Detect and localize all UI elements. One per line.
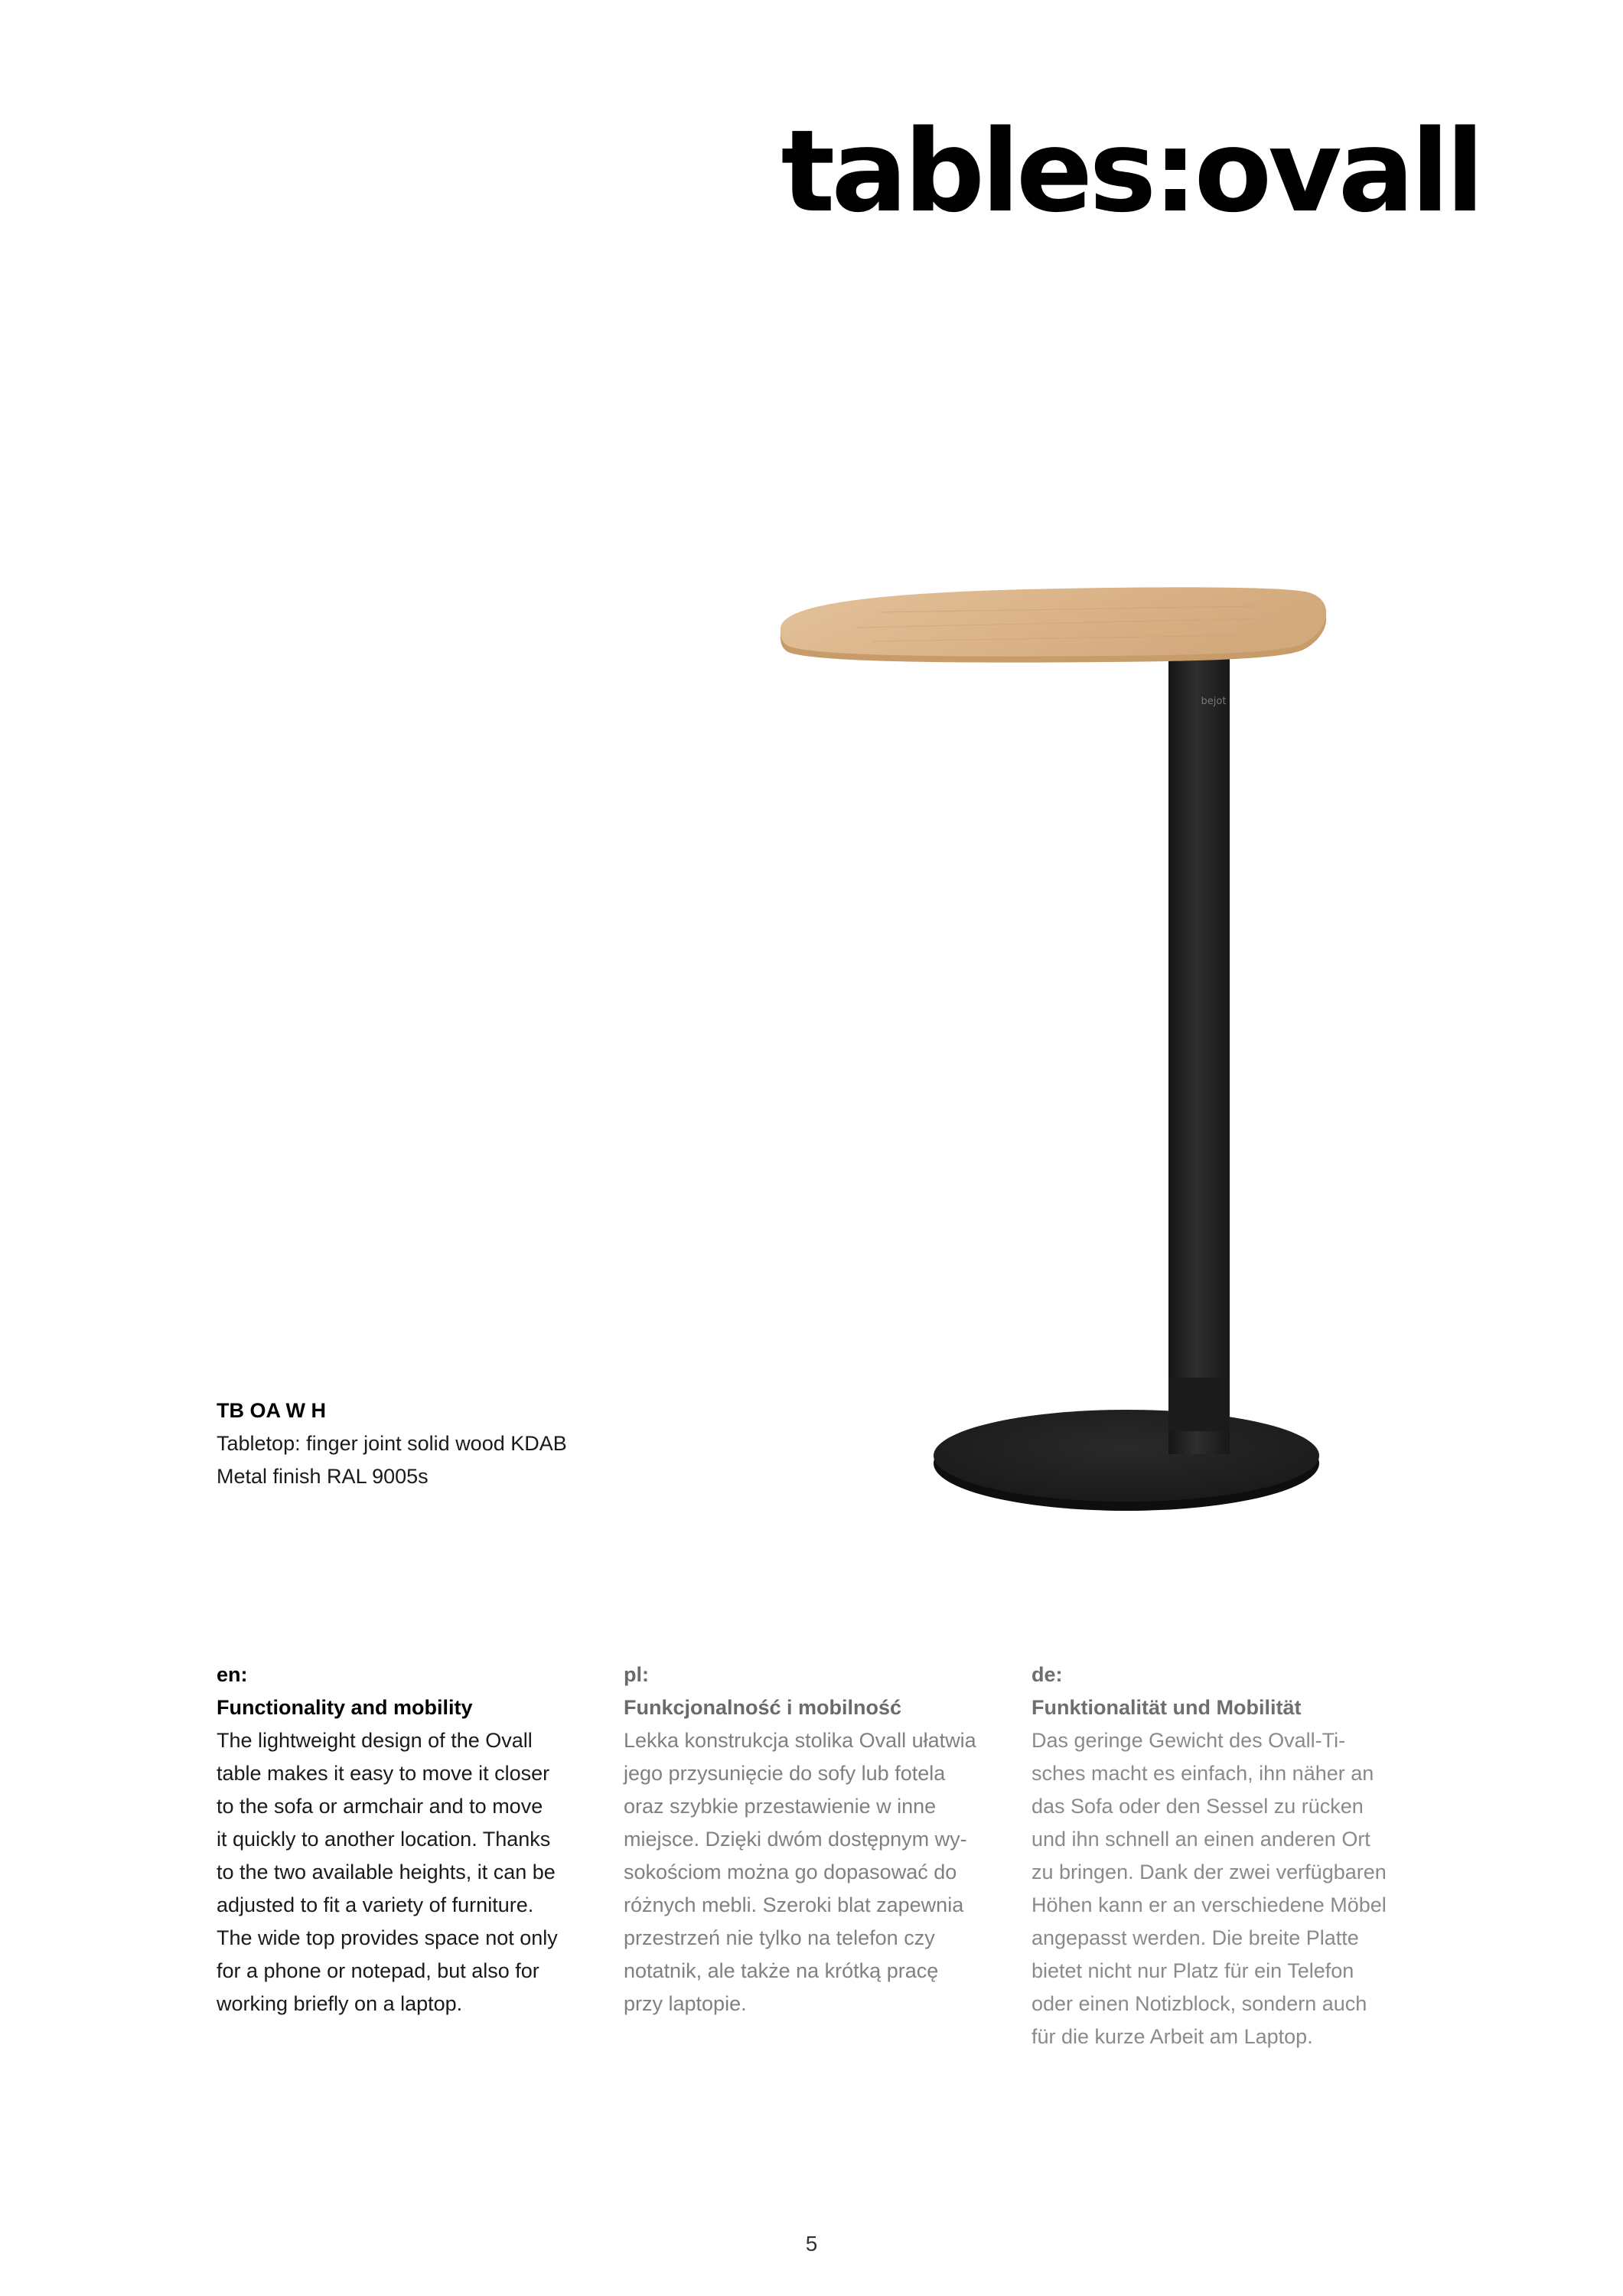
description-pl — [624, 1658, 1006, 2020]
body-line: Lekka konstrukcja stolika Ovall ułatwia — [624, 1729, 976, 1752]
body-line: adjusted to fit a variety of furniture. — [217, 1893, 534, 1916]
spec-line: Metal finish RAL 9005s — [217, 1465, 429, 1488]
page-number: 5 — [805, 2232, 818, 2255]
lang-heading: Funktionalität und Mobilität — [1031, 1696, 1302, 1719]
body-line: working briefly on a laptop. — [217, 1992, 463, 2015]
lang-code: de: — [1031, 1663, 1063, 1686]
description-de — [1031, 1658, 1414, 2053]
brand-mark: bejot — [1201, 696, 1227, 707]
body-line: jego przysunięcie do sofy lub fotela — [624, 1762, 946, 1785]
table-top — [781, 587, 1326, 662]
body-line: zu bringen. Dank der zwei verfügbaren — [1031, 1861, 1387, 1883]
body-line: to the two available heights, it can be — [217, 1861, 556, 1883]
body-line: oder einen Notizblock, sondern auch — [1031, 1992, 1367, 2015]
body-line: The lightweight design of the Ovall — [217, 1729, 533, 1752]
spec-line: Tabletop: finger joint solid wood KDAB — [217, 1432, 567, 1455]
table-base — [934, 1410, 1319, 1511]
page-title: tables:ovall — [781, 106, 1481, 237]
product-code: TB OA W H — [217, 1399, 326, 1422]
body-line: przestrzeń nie tylko na telefon czy — [624, 1926, 935, 1949]
body-line: und ihn schnell an einen anderen Ort — [1031, 1828, 1370, 1851]
product-image-ovall-table — [765, 566, 1347, 1523]
body-line: sches macht es einfach, ihn näher an — [1031, 1762, 1374, 1785]
lang-code: pl: — [624, 1663, 649, 1686]
body-line: Das geringe Gewicht des Ovall-Ti- — [1031, 1729, 1346, 1752]
body-line: notatnik, ale także na krótką pracę — [624, 1959, 939, 1982]
body-line: The wide top provides space not only — [217, 1926, 558, 1949]
body-line: Höhen kann er an verschiedene Möbel — [1031, 1893, 1387, 1916]
body-line: oraz szybkie przestawienie w inne — [624, 1795, 937, 1818]
body-line: für die kurze Arbeit am Laptop. — [1031, 2025, 1313, 2048]
body-line: różnych mebli. Szeroki blat zapewnia — [624, 1893, 964, 1916]
body-line: table makes it easy to move it closer — [217, 1762, 550, 1785]
body-line: sokościom można go dopasować do — [624, 1861, 957, 1883]
spec-block — [217, 1394, 567, 1493]
lang-heading: Functionality and mobility — [217, 1696, 473, 1719]
body-line: to the sofa or armchair and to move — [217, 1795, 543, 1818]
body-line: przy laptopie. — [624, 1992, 747, 2015]
table-pole — [1168, 654, 1230, 1454]
body-line: it quickly to another location. Thanks — [217, 1828, 551, 1851]
body-line: for a phone or notepad, but also for — [217, 1959, 539, 1982]
body-line: miejsce. Dzięki dwóm dostępnym wy- — [624, 1828, 967, 1851]
body-line: das Sofa oder den Sessel zu rücken — [1031, 1795, 1364, 1818]
description-en — [217, 1658, 599, 2020]
body-line: bietet nicht nur Platz für ein Telefon — [1031, 1959, 1354, 1982]
body-line: angepasst werden. Die breite Platte — [1031, 1926, 1359, 1949]
lang-heading: Funkcjonalność i mobilność — [624, 1696, 902, 1719]
lang-code: en: — [217, 1663, 248, 1686]
